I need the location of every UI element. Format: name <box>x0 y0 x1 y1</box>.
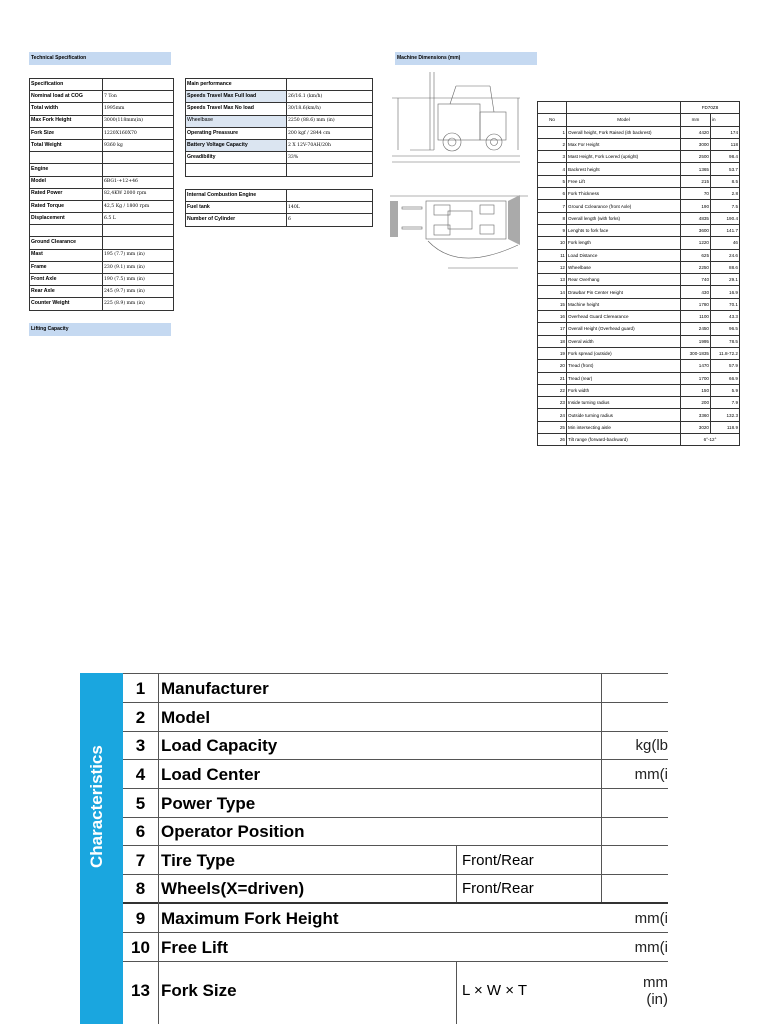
spec-value: 1220X160X70 <box>103 127 174 139</box>
spec-row <box>30 225 174 237</box>
dimension-name: Min intersecting aisle <box>567 421 681 433</box>
performance-value <box>287 164 373 176</box>
dimension-mm: 4420 <box>681 126 711 138</box>
characteristics-row <box>123 759 668 789</box>
dimension-name: Lenghts to fork face <box>567 224 681 236</box>
spec-value: 3000(118mm(in) <box>103 115 174 127</box>
spec-label: Total width <box>30 103 103 115</box>
engine-value <box>287 190 373 202</box>
performance-label: Speeds Travel Max No load <box>186 103 287 115</box>
performance-table <box>185 78 373 177</box>
dimension-mm: 4835 <box>681 212 711 224</box>
spec-row <box>30 79 174 91</box>
dimensions-header-row <box>538 114 740 126</box>
forklift-side-drawing <box>390 68 530 168</box>
dimensions-row <box>538 286 740 298</box>
row-number: 5 <box>135 794 146 813</box>
characteristics-sidebar <box>80 673 123 902</box>
row-unit: mm(i <box>634 910 668 927</box>
dimension-no: 7 <box>538 200 567 212</box>
dimension-name: Tread (front) <box>567 360 681 372</box>
row-label: Wheels(X=driven) <box>161 879 305 898</box>
dimension-no: 8 <box>538 212 567 224</box>
dimension-no: 11 <box>538 249 567 261</box>
spec-value: 42,5 Kg / 1800 rpm <box>103 200 174 212</box>
row-unit: kg(lb <box>635 737 668 754</box>
spec-row <box>30 164 174 176</box>
dimension-in: 132.3 <box>711 409 740 421</box>
dimension-name: Tread (rear) <box>567 372 681 384</box>
dimensions-row <box>538 200 740 212</box>
performance-value <box>287 79 373 91</box>
spec-row <box>30 237 174 249</box>
dimension-no: 26 <box>538 434 567 446</box>
spec-value: 9360 kg <box>103 139 174 151</box>
dimensions-row <box>538 138 740 150</box>
dimensions-row <box>538 126 740 138</box>
dimensions-row <box>538 261 740 273</box>
dimension-no: 13 <box>538 274 567 286</box>
row-detail: L × W × T <box>462 982 528 999</box>
dimensions-row <box>538 360 740 372</box>
col-in-header: in <box>711 114 740 126</box>
dimension-no: 6 <box>538 188 567 200</box>
dimension-name: Overal width <box>567 335 681 347</box>
dimension-name: Ground Cclearance (front Axle) <box>567 200 681 212</box>
dimensions-row <box>538 421 740 433</box>
spec-value: 82,4KW 2000 rpm <box>103 188 174 200</box>
dimension-mm: 200 <box>681 397 711 409</box>
spec-value <box>103 237 174 249</box>
dimension-in: 2.8 <box>711 188 740 200</box>
column-divider <box>456 961 457 1024</box>
dimension-mm: 300-1835 <box>681 347 711 359</box>
dimension-mm: 1365 <box>681 163 711 175</box>
dimension-mm: 3020 <box>681 421 711 433</box>
dimension-mm: 215 <box>681 175 711 187</box>
dimension-mm: 740 <box>681 274 711 286</box>
dimension-no: 15 <box>538 298 567 310</box>
performance-label: Operating Preassure <box>186 127 287 139</box>
dimension-name: Tilt range (forward-backward) <box>567 434 681 446</box>
dimension-in: 8.5 <box>711 175 740 187</box>
dimension-no: 5 <box>538 175 567 187</box>
spec-label: Rear Axle <box>30 286 103 298</box>
dimension-name: Free Lift <box>567 175 681 187</box>
dimension-mm: 1470 <box>681 360 711 372</box>
row-label: Operator Position <box>161 822 305 841</box>
performance-row <box>186 164 373 176</box>
dimensions-row <box>538 237 740 249</box>
performance-label: Speeds Travel Max Full load <box>186 91 287 103</box>
dimensions-row <box>538 163 740 175</box>
dimension-mm: 430 <box>681 286 711 298</box>
performance-row <box>186 79 373 91</box>
spec-value: 1995mm <box>103 103 174 115</box>
dimension-mm: 150 <box>681 384 711 396</box>
dimension-no: 4 <box>538 163 567 175</box>
spec-value: 195 (7.7) mm (in) <box>103 249 174 261</box>
engine-row <box>186 202 373 214</box>
characteristics-row <box>123 874 668 903</box>
dimension-mm: 1700 <box>681 372 711 384</box>
column-divider <box>456 845 457 902</box>
dimension-no: 22 <box>538 384 567 396</box>
row-number: 9 <box>135 909 146 928</box>
next-section-sidebar <box>80 902 123 1024</box>
performance-row <box>186 91 373 103</box>
row-label: Model <box>161 708 211 727</box>
performance-row <box>186 103 373 115</box>
spec-value: 245 (9.7) mm (in) <box>103 286 174 298</box>
dimension-in: 96.5 <box>711 323 740 335</box>
spec-row <box>30 127 174 139</box>
spec-value <box>103 164 174 176</box>
dimensions-row <box>538 384 740 396</box>
dimension-no: 21 <box>538 372 567 384</box>
dimension-in: 118 <box>711 138 740 150</box>
spec-label: Nominal load at COG <box>30 91 103 103</box>
engine-table <box>185 189 373 227</box>
dimensions-row <box>538 298 740 310</box>
characteristics-row <box>123 731 668 760</box>
spec-row <box>30 200 174 212</box>
row-label: Power Type <box>161 794 256 813</box>
characteristics-row <box>123 673 668 703</box>
spec-table <box>29 78 174 311</box>
dimension-no: 20 <box>538 360 567 372</box>
performance-value: 26/16.1 (km/h) <box>287 91 373 103</box>
dimension-name: Inside turning radius <box>567 397 681 409</box>
characteristics-row <box>123 932 668 962</box>
row-number: 7 <box>135 851 146 870</box>
performance-label: Wheelbase <box>186 115 287 127</box>
dimension-in: 190.4 <box>711 212 740 224</box>
dimension-mm: 2500 <box>681 151 711 163</box>
dimension-no: 24 <box>538 409 567 421</box>
row-unit: mm (in) <box>643 974 668 1008</box>
row-number: 6 <box>135 822 146 841</box>
dimension-name: Backrest height <box>567 163 681 175</box>
spec-label: Fork Size <box>30 127 103 139</box>
dimension-mm: 1780 <box>681 298 711 310</box>
dimension-name: Load Distance <box>567 249 681 261</box>
dimension-in: 57.9 <box>711 360 740 372</box>
engine-label: Number of Cylinder <box>186 214 287 226</box>
spec-label <box>30 152 103 164</box>
row-label: Maximum Fork Height <box>161 909 339 928</box>
dimension-no: 16 <box>538 311 567 323</box>
spec-label: Total Weight <box>30 139 103 151</box>
dimensions-row <box>538 224 740 236</box>
row-number: 3 <box>135 736 146 755</box>
dimension-in: 43.3 <box>711 311 740 323</box>
dimension-range: 6°-12° <box>681 434 740 446</box>
dimension-mm: 625 <box>681 249 711 261</box>
characteristics-row <box>123 788 668 818</box>
dimension-in: 141.7 <box>711 224 740 236</box>
characteristics-table <box>80 673 668 1024</box>
row-unit: mm(i <box>634 939 668 956</box>
dimension-no: 10 <box>538 237 567 249</box>
performance-value: 33% <box>287 152 373 164</box>
dimension-in: 29.1 <box>711 274 740 286</box>
dimensions-table <box>537 101 740 446</box>
performance-label <box>186 164 287 176</box>
dimension-no: 1 <box>538 126 567 138</box>
dimension-no: 14 <box>538 286 567 298</box>
spec-row <box>30 103 174 115</box>
row-label: Load Center <box>161 765 261 784</box>
spec-row <box>30 249 174 261</box>
dimension-in: 46 <box>711 237 740 249</box>
engine-label: Internal Combustion Engine <box>186 190 287 202</box>
row-detail: Front/Rear <box>462 852 534 869</box>
performance-label: Main performance <box>186 79 287 91</box>
dimensions-row <box>538 347 740 359</box>
col-no-header: No <box>538 114 567 126</box>
dimension-mm: 1100 <box>681 311 711 323</box>
spec-row <box>30 176 174 188</box>
dimensions-row <box>538 274 740 286</box>
dimension-name: Overall height, Fork Raised (ith backrest) <box>567 126 681 138</box>
spec-label: Frame <box>30 261 103 273</box>
dimension-in: 98.4 <box>711 151 740 163</box>
dimension-no: 23 <box>538 397 567 409</box>
dimensions-row <box>538 397 740 409</box>
dimension-no: 25 <box>538 421 567 433</box>
dimensions-row <box>538 434 740 446</box>
dimension-mm: 1220 <box>681 237 711 249</box>
spec-label: Counter Weight <box>30 298 103 310</box>
engine-label: Fuel tank <box>186 202 287 214</box>
dimension-name: Fork width <box>567 384 681 396</box>
dimension-name: Rear Overhang <box>567 274 681 286</box>
engine-row <box>186 190 373 202</box>
dimension-no: 18 <box>538 335 567 347</box>
dimensions-row <box>538 335 740 347</box>
spec-row <box>30 274 174 286</box>
dimension-no: 12 <box>538 261 567 273</box>
spec-label <box>30 225 103 237</box>
characteristics-label: Characteristics <box>87 745 106 868</box>
characteristics-row <box>123 961 668 1020</box>
spec-row <box>30 213 174 225</box>
dimension-mm: 70 <box>681 188 711 200</box>
dimension-name: Wheelbase <box>567 261 681 273</box>
dimension-in: 70.1 <box>711 298 740 310</box>
spec-label: Mast <box>30 249 103 261</box>
model-code-cell: FD70Z8 <box>681 102 740 114</box>
row-label: Tire Type <box>161 851 236 870</box>
row-detail: Front/Rear <box>462 880 534 897</box>
machine-dimensions-header: Machine Dimensions (mm) <box>395 52 537 65</box>
spec-row <box>30 152 174 164</box>
dimension-no: 3 <box>538 151 567 163</box>
dimension-name: Machine height <box>567 298 681 310</box>
dimension-in: 174 <box>711 126 740 138</box>
performance-value: 2 X 12V-70AH/20h <box>287 139 373 151</box>
dimension-name: Overall length (with forks) <box>567 212 681 224</box>
column-divider <box>601 673 602 902</box>
spec-label: Ground Clearance <box>30 237 103 249</box>
col-model-header: Model <box>567 114 681 126</box>
performance-row <box>186 127 373 139</box>
row-number: 13 <box>131 981 150 1000</box>
dimension-in: 5.9 <box>711 384 740 396</box>
spec-value <box>103 225 174 237</box>
dimension-name: Drawbar Pin Center Height <box>567 286 681 298</box>
dimensions-row <box>538 249 740 261</box>
dimension-name: Fork spread (outside) <box>567 347 681 359</box>
dimension-no: 9 <box>538 224 567 236</box>
dimensions-row <box>538 212 740 224</box>
performance-row <box>186 115 373 127</box>
spec-label: Front Axle <box>30 274 103 286</box>
dimensions-row <box>538 311 740 323</box>
spec-value: 230 (9.1) mm (in) <box>103 261 174 273</box>
row-number: 8 <box>135 879 146 898</box>
performance-value: 30/18.6(km/h) <box>287 103 373 115</box>
dimension-in: 11.8-72.2 <box>711 347 740 359</box>
dimension-name: Overhead Guard Clerearance <box>567 311 681 323</box>
dimensions-row <box>538 175 740 187</box>
dimensions-header-row <box>538 102 740 114</box>
spec-value: 190 (7.5) mm (in) <box>103 274 174 286</box>
dimensions-row <box>538 151 740 163</box>
dimension-in: 118.9 <box>711 421 740 433</box>
row-number: 4 <box>135 765 146 784</box>
spec-label: Engine <box>30 164 103 176</box>
col-mm-header: mm <box>681 114 711 126</box>
dimension-mm: 2250 <box>681 261 711 273</box>
performance-label: Battery Voltage Capacity <box>186 139 287 151</box>
characteristics-row <box>123 702 668 732</box>
dimensions-row <box>538 409 740 421</box>
row-unit: mm(i <box>634 766 668 783</box>
dimension-mm: 1995 <box>681 335 711 347</box>
dimension-no: 2 <box>538 138 567 150</box>
row-unit-line2: (in) <box>646 991 668 1008</box>
spec-row <box>30 286 174 298</box>
spec-row <box>30 298 174 310</box>
spec-label: Displacement <box>30 213 103 225</box>
dimension-mm: 190 <box>681 200 711 212</box>
dimension-name: Fork Thickness <box>567 188 681 200</box>
dimension-in: 88.6 <box>711 261 740 273</box>
row-number: 10 <box>131 938 150 957</box>
characteristics-row <box>123 902 668 934</box>
spec-row <box>30 139 174 151</box>
row-number: 2 <box>135 708 146 727</box>
dimension-in: 66.9 <box>711 372 740 384</box>
characteristics-row <box>123 817 668 846</box>
spec-label: Rated Power <box>30 188 103 200</box>
spec-row <box>30 115 174 127</box>
dimension-name: Max For Height <box>567 138 681 150</box>
spec-value <box>103 152 174 164</box>
dimension-mm: 3360 <box>681 409 711 421</box>
spec-row <box>30 91 174 103</box>
dimension-no: 17 <box>538 323 567 335</box>
spec-label: Model <box>30 176 103 188</box>
dimensions-row <box>538 188 740 200</box>
dimensions-blank-cell <box>567 102 681 114</box>
spec-label: Rated Torque <box>30 200 103 212</box>
dimension-in: 16.9 <box>711 286 740 298</box>
spec-label: Specification <box>30 79 103 91</box>
performance-value: 200 kgf / 2844 cm <box>287 127 373 139</box>
characteristics-row <box>123 845 668 875</box>
column-divider <box>158 673 159 1024</box>
row-number: 1 <box>135 679 146 698</box>
engine-value: 6 <box>287 214 373 226</box>
performance-row <box>186 152 373 164</box>
dimension-name: Overall Height (Overhead guard) <box>567 323 681 335</box>
spec-value: 225 (8.9) mm (in) <box>103 298 174 310</box>
spec-label: Max Fork Height <box>30 115 103 127</box>
dimension-name: Fork length <box>567 237 681 249</box>
dimensions-row <box>538 372 740 384</box>
dimension-in: 53.7 <box>711 163 740 175</box>
row-label: Load Capacity <box>161 736 278 755</box>
engine-value: 140L <box>287 202 373 214</box>
performance-row <box>186 139 373 151</box>
dimension-no: 19 <box>538 347 567 359</box>
dimension-mm: 2450 <box>681 323 711 335</box>
row-label: Fork Size <box>161 981 237 1000</box>
performance-label: Greadibility <box>186 152 287 164</box>
dimensions-blank-cell <box>538 102 567 114</box>
spec-value: 7 Ton <box>103 91 174 103</box>
spec-row <box>30 188 174 200</box>
spec-row <box>30 261 174 273</box>
forklift-top-drawing <box>388 193 533 275</box>
dimension-name: Outside turning radius <box>567 409 681 421</box>
dimension-in: 24.6 <box>711 249 740 261</box>
performance-value: 2250 (88.6) mm (in) <box>287 115 373 127</box>
engine-row <box>186 214 373 226</box>
dimension-in: 7.5 <box>711 200 740 212</box>
dimension-name: Mast Height, Fork Loered (upright) <box>567 151 681 163</box>
dimension-mm: 3600 <box>681 224 711 236</box>
spec-value <box>103 79 174 91</box>
dimension-in: 78.5 <box>711 335 740 347</box>
dimensions-row <box>538 323 740 335</box>
dimension-in: 7.9 <box>711 397 740 409</box>
row-label: Free Lift <box>161 938 229 957</box>
lifting-capacity-header: Lifting Capacity <box>29 323 171 336</box>
spec-value: 6BG1-+12+46 <box>103 176 174 188</box>
dimension-mm: 3000 <box>681 138 711 150</box>
technical-spec-header: Technical Specification <box>29 52 171 65</box>
spec-value: 6.5 L <box>103 213 174 225</box>
row-label: Manufacturer <box>161 679 269 698</box>
